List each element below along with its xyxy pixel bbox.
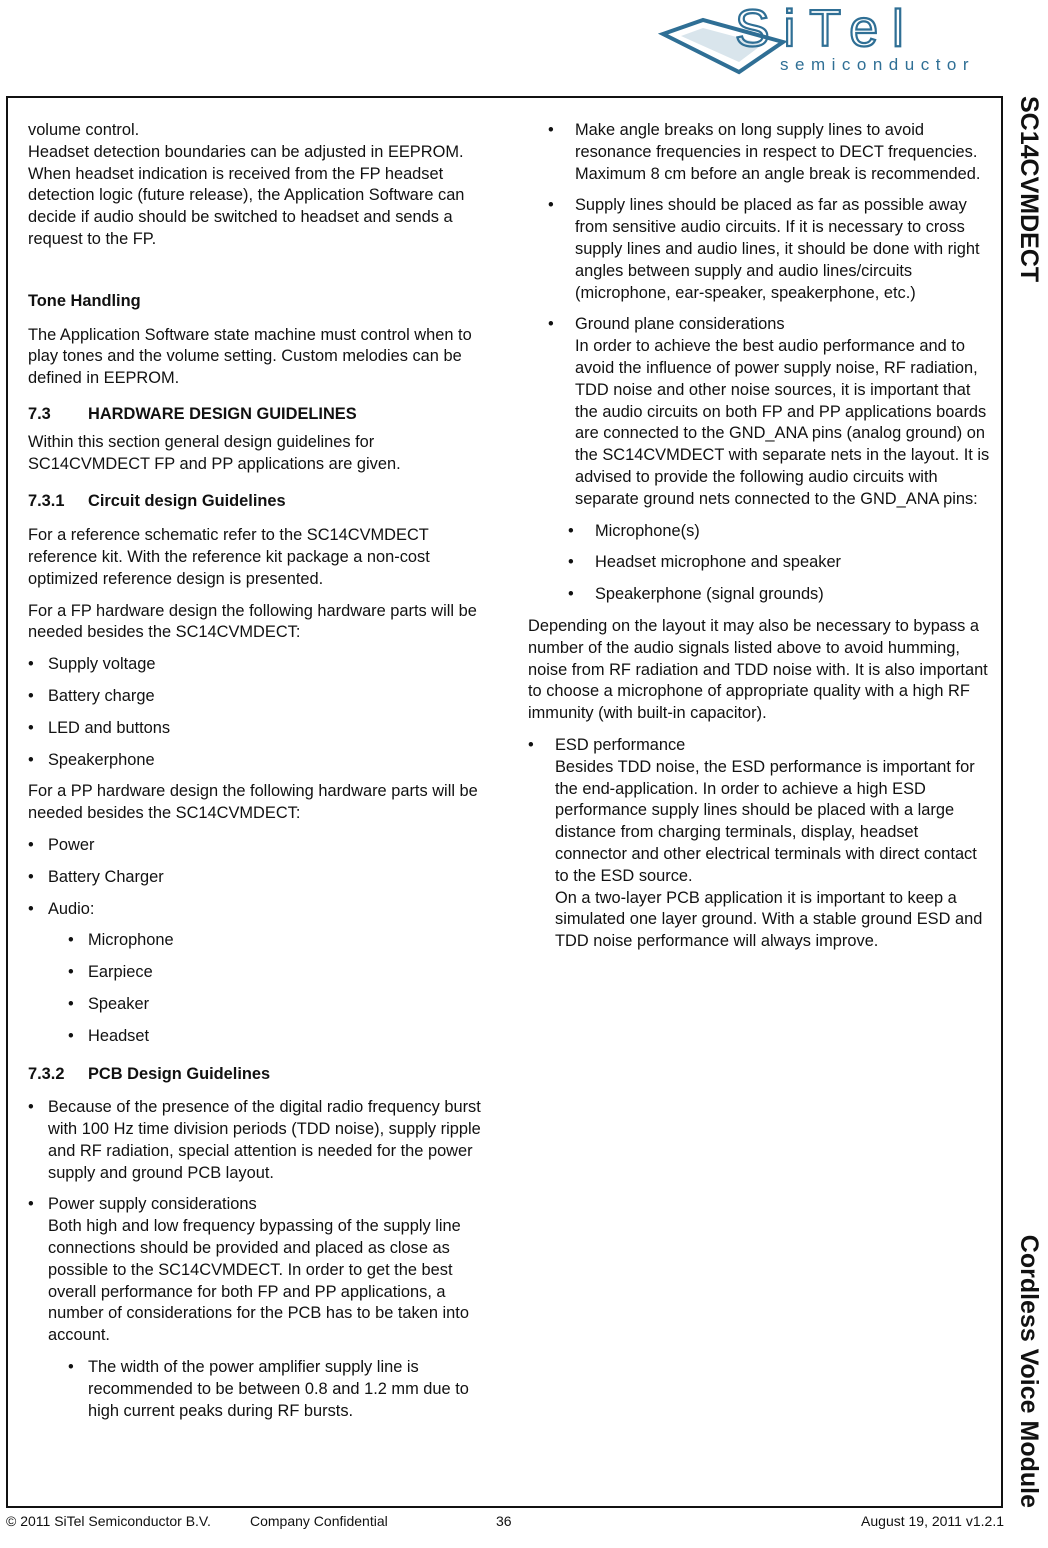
circuit-paragraph-2: For a FP hardware design the following hardware parts will be needed besides the SC14CVMDECT: — [28, 601, 477, 642]
list-item: • Power — [28, 835, 490, 857]
sitel-logo — [655, 0, 1040, 80]
list-item: • Speakerphone (signal grounds) — [568, 584, 990, 606]
section-7-3-text: Within this section general design guidelines for SC14CVMDECT FP and PP applications are given. — [28, 432, 401, 473]
pcb-continued-list — [528, 120, 990, 606]
logo-wordmark: SiTel — [735, 0, 918, 58]
list-item: • Microphone(s) — [568, 521, 990, 543]
esd-list — [528, 735, 990, 953]
product-description: Cordless Voice Module — [1015, 1234, 1043, 1508]
list-item: • Because of the presence of the digital radio frequency burst with 100 Hz time division periods (TDD noise), supply ripple and RF radiation, special attention is needed for the power supply and ground PCB layout. — [28, 1097, 490, 1184]
fp-parts-list — [28, 654, 490, 771]
tone-handling-heading: Tone Handling — [28, 291, 141, 310]
section-7-3-2-heading — [28, 1064, 490, 1086]
product-name: SC14CVMDECT — [1015, 96, 1043, 283]
list-item: • Audio: — [28, 899, 490, 921]
list-item: • Battery charge — [28, 686, 490, 708]
side-title — [1012, 96, 1048, 1508]
list-item: • Headset microphone and speaker — [568, 552, 990, 574]
list-item: • Speaker — [68, 994, 490, 1016]
footer-copyright: © 2011 SiTel Semiconductor B.V. — [6, 1513, 211, 1529]
list-item: • Make angle breaks on long supply lines to avoid resonance frequencies in respect to DECT frequencies. Maximum 8 cm before an angle break is recommended. — [548, 120, 990, 185]
list-item: • Power supply considerations Both high and low frequency bypassing of the supply line connections should be provided and placed as close as possible to the SC14CVMDECT. In order to get the best overall performance for both FP and PP applications, a number of considerations for the PCB has to be taken into account. — [28, 1194, 490, 1347]
list-item: • LED and buttons — [28, 718, 490, 740]
right-column — [528, 120, 990, 963]
pp-parts-list — [28, 835, 490, 1048]
list-item: • The width of the power amplifier supply line is recommended to be between 0.8 and 1.2 mm due to high current peaks during RF bursts. — [68, 1357, 490, 1422]
list-item: • Speakerphone — [28, 750, 490, 772]
list-item: • ESD performance Besides TDD noise, the ESD performance is important for the end-application. In order to achieve a high ESD performance supply lines should be placed with a large distance from charging terminals, display, headset connector and other electrical terminals with direct contact to the ESD source. On a two-layer PCB application it is important to keep a simulated one layer ground. With a stable ground ESD and TDD noise performance will always improve. — [528, 735, 990, 953]
layout-paragraph: Depending on the layout it may also be necessary to bypass a number of the audio signals listed above to avoid humming, noise from RF radiation and TDD noise with. It is also important to choose a microphone of appropriate quality with a high RF immunity (with built-in capacitor). — [528, 616, 988, 723]
section-7-3-1-heading — [28, 491, 490, 513]
list-item: • Earpiece — [68, 962, 490, 984]
list-item: • Supply voltage — [28, 654, 490, 676]
footer-date-version: August 19, 2011 v1.2.1 — [861, 1513, 1004, 1529]
list-item: • Microphone — [68, 930, 490, 952]
section-7-3-2-title: PCB Design Guidelines — [88, 1064, 271, 1083]
section-7-3-1-title: Circuit design Guidelines — [88, 492, 286, 511]
left-column — [28, 120, 490, 1432]
list-item: • Battery Charger — [28, 867, 490, 889]
circuit-paragraph-1: For a reference schematic refer to the SC14CVMDECT reference kit. With the reference kit package a non-cost optimized reference design is presented. — [28, 526, 430, 588]
intro-paragraph: volume control. Headset detection boundaries can be adjusted in EEPROM. When headset indication is received from the FP headset detection logic (future release), the Application Software can decide if audio should be switched to headset and sends a request to the FP. — [28, 121, 465, 248]
list-item: • Ground plane considerations In order to achieve the best audio performance and to avoid the influence of power supply noise, RF radiation, TDD noise and other noise sources, it is important that the audio circuits on both FP and PP applications boards are connected to the GND_ANA pins (analog ground) on the SC14CVMDECT with separate nets in the layout. It is advised to provide the following audio circuits with separate ground nets connected to the GND_ANA pins: — [548, 314, 990, 510]
section-7-3-2-number: 7.3.2 — [28, 1064, 65, 1083]
circuit-paragraph-3: For a PP hardware design the following hardware parts will be needed besides the SC14CVMDECT: — [28, 782, 478, 823]
footer-page-number: 36 — [496, 1513, 512, 1529]
list-item: • Headset — [68, 1026, 490, 1048]
section-7-3-number: 7.3 — [28, 404, 51, 423]
section-7-3-1-number: 7.3.1 — [28, 492, 65, 511]
content-frame — [6, 96, 1003, 1508]
list-item: • Supply lines should be placed as far as possible away from sensitive audio circuits. If it is necessary to cross supply lines and audio lines, it should be done with right angles between supply and audio lines/circuits (microphone, ear-speaker, speakerphone, etc.) — [548, 195, 990, 304]
tone-handling-text: The Application Software state machine must control when to play tones and the volume setting. Custom melodies can be defined in EEPROM. — [28, 325, 472, 388]
footer-confidential: Company Confidential — [250, 1513, 388, 1529]
pcb-guidelines-list — [28, 1097, 490, 1422]
section-7-3-title: HARDWARE DESIGN GUIDELINES — [88, 404, 357, 423]
logo-subtitle: semiconductor — [780, 55, 976, 74]
section-7-3-heading — [28, 404, 490, 426]
